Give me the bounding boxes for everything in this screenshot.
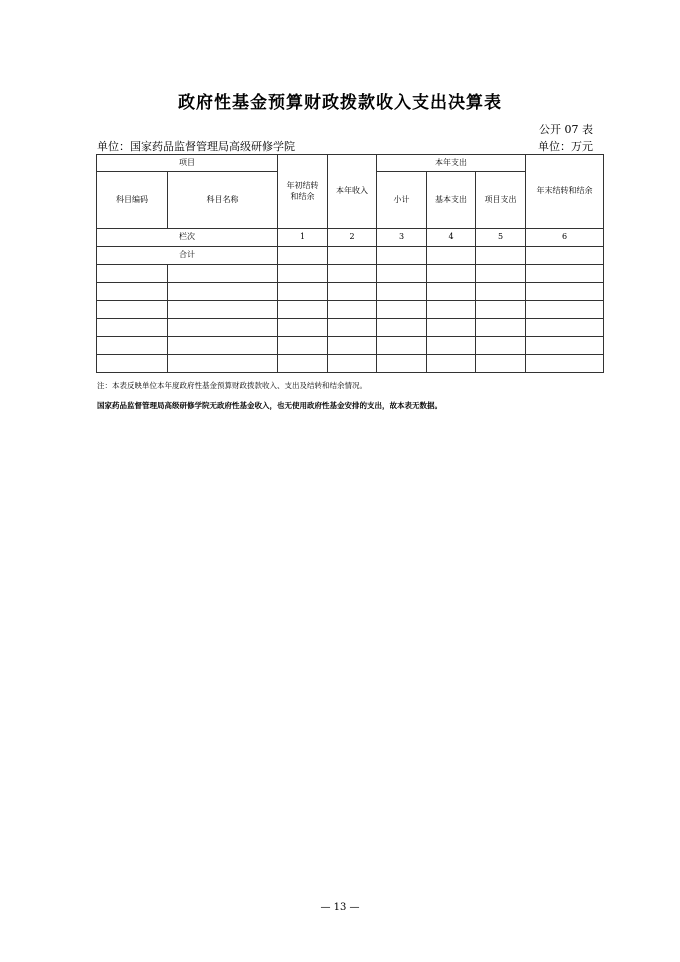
table-cell [377, 337, 427, 355]
table-cell [526, 265, 604, 283]
page-number: — 13 — [320, 902, 360, 913]
total-label: 合计 [97, 247, 278, 265]
table-cell [97, 337, 168, 355]
page-title: 政府性基金预算财政拨款收入支出决算表 [178, 93, 502, 113]
table-cell [476, 265, 526, 283]
unit-organization: 单位：国家药品监督管理局高级研修学院 [97, 140, 295, 153]
column-number: 1 [278, 229, 328, 247]
table-cell [328, 319, 377, 337]
header-end-balance: 年末结转和结余 [526, 155, 604, 229]
table-cell [278, 265, 328, 283]
table-cell [377, 301, 427, 319]
table-cell [526, 355, 604, 373]
table-row [97, 301, 604, 319]
table-cell [278, 283, 328, 301]
header-subject-name: 科目名称 [168, 172, 278, 229]
table-cell [476, 319, 526, 337]
table-cell [328, 301, 377, 319]
table-cell [427, 265, 476, 283]
header-project-expense: 项目支出 [476, 172, 526, 229]
table-cell [328, 337, 377, 355]
total-row [97, 247, 604, 265]
table-cell [427, 283, 476, 301]
table-cell [427, 355, 476, 373]
header-begin-balance: 年初结转 和结余 [278, 155, 328, 229]
table-cell [168, 301, 278, 319]
table-row [97, 265, 604, 283]
table-cell [168, 265, 278, 283]
table-cell [278, 301, 328, 319]
table-cell [328, 283, 377, 301]
table-cell [278, 319, 328, 337]
table-cell [526, 247, 604, 265]
table-note: 注：本表反映单位本年度政府性基金预算财政拨款收入、支出及结转和结余情况。 [97, 381, 367, 390]
table-cell [427, 319, 476, 337]
header-row-1 [97, 155, 604, 172]
table-cell [168, 283, 278, 301]
table-row [97, 355, 604, 373]
table-cell [278, 337, 328, 355]
column-label: 栏次 [97, 229, 278, 247]
column-number: 6 [526, 229, 604, 247]
table-cell [377, 283, 427, 301]
table-cell [278, 247, 328, 265]
column-number-row [97, 229, 604, 247]
table-cell [97, 319, 168, 337]
table-cell [168, 355, 278, 373]
table-cell [168, 319, 278, 337]
table-cell [97, 265, 168, 283]
table-cell [526, 319, 604, 337]
column-number: 3 [377, 229, 427, 247]
table-cell [476, 301, 526, 319]
form-number: 公开 07 表 [539, 123, 593, 136]
table-row [97, 337, 604, 355]
column-number: 2 [328, 229, 377, 247]
table-cell [377, 355, 427, 373]
table-cell [278, 355, 328, 373]
table-cell [526, 283, 604, 301]
table-cell [377, 265, 427, 283]
unit-currency: 单位：万元 [538, 140, 593, 153]
table-cell [97, 283, 168, 301]
table-cell [377, 247, 427, 265]
header-item: 项目 [97, 155, 278, 172]
table-cell [168, 337, 278, 355]
table-cell [476, 355, 526, 373]
table-cell [476, 247, 526, 265]
header-annual-income: 本年收入 [328, 155, 377, 229]
column-number: 4 [427, 229, 476, 247]
table-cell [526, 301, 604, 319]
table-cell [377, 319, 427, 337]
table-cell [476, 283, 526, 301]
table-row [97, 283, 604, 301]
budget-table [96, 154, 604, 373]
table-cell [427, 247, 476, 265]
table-cell [328, 265, 377, 283]
table-cell [328, 247, 377, 265]
table-cell [427, 337, 476, 355]
header-subject-code: 科目编码 [97, 172, 168, 229]
no-data-statement: 国家药品监督管理局高级研修学院无政府性基金收入，也无使用政府性基金安排的支出，故本表无数据。 [97, 401, 442, 410]
table-cell [97, 355, 168, 373]
header-basic-expense: 基本支出 [427, 172, 476, 229]
table-cell [427, 301, 476, 319]
header-subtotal: 小计 [377, 172, 427, 229]
table-row [97, 319, 604, 337]
table-cell [328, 355, 377, 373]
column-number: 5 [476, 229, 526, 247]
table-cell [526, 337, 604, 355]
table-cell [476, 337, 526, 355]
table-cell [97, 301, 168, 319]
header-annual-expense: 本年支出 [377, 155, 526, 172]
